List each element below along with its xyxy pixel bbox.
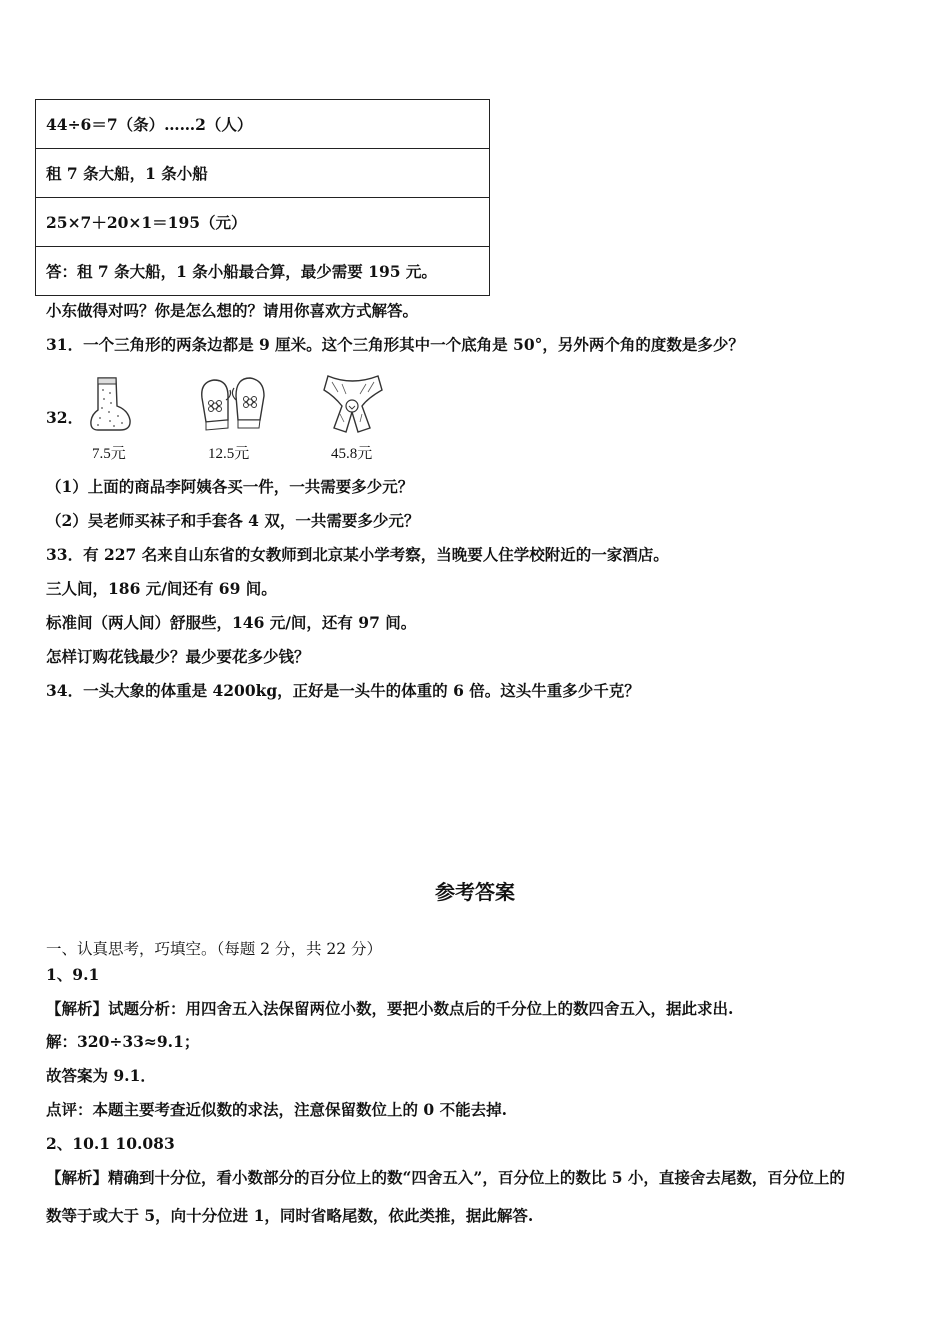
answer-2-analysis-continued: 数等于或大于 5，向十分位进 1，同时省略尾数，依此类推，据此解答. xyxy=(46,1206,534,1225)
answer-1-result: 故答案为 9.1． xyxy=(46,1066,156,1085)
sock-icon xyxy=(86,372,134,434)
answer-1-heading: 1、9.1 xyxy=(46,965,100,984)
question-33-line-2: 三人间，186 元/间还有 69 间。 xyxy=(46,579,277,598)
question-33-line-3: 标准间（两人间）舒服些，146 元/间，还有 97 间。 xyxy=(46,613,417,632)
question-32-part-1: （1）上面的商品李阿姨各买一件，一共需要多少元？ xyxy=(46,477,414,496)
question-30-prompt: 小东做得对吗？你是怎么想的？请用你喜欢方式解答。 xyxy=(46,301,419,320)
scarf-icon xyxy=(322,370,384,434)
question-31: 31．一个三角形的两条边都是 9 厘米。这个三角形其中一个底角是 50°，另外两个角的度数是多少？ xyxy=(46,335,744,354)
mitten-price: 12.5元 xyxy=(208,446,250,462)
answer-2-heading: 2、10.1 10.083 xyxy=(46,1134,175,1153)
question-33: 33．有 227 名来自山东省的女教师到北京某小学考察，当晚要人住学校附近的一家酒店。 xyxy=(46,545,669,564)
answer-1-analysis: 【解析】试题分析：用四舍五入法保留两位小数，要把小数点后的千分位上的数四舍五入，据此求出. xyxy=(46,999,734,1018)
table-row: 答：租 7 条大船，1 条小船最合算，最少需要 195 元。 xyxy=(36,247,490,296)
question-34: 34．一头大象的体重是 4200kg，正好是一头牛的体重的 6 倍。这头牛重多少千克？ xyxy=(46,681,640,700)
question-33-line-4: 怎样订购花钱最少？最少要花多少钱？ xyxy=(46,647,310,666)
scarf-price: 45.8元 xyxy=(331,446,373,462)
answer-key-title: 参考答案 xyxy=(435,880,515,904)
table-row: 25×7＋20×1＝195（元） xyxy=(36,198,490,247)
answer-section-heading: 一、认真思考，巧填空。（每题 2 分，共 22 分） xyxy=(46,940,383,958)
table-row: 44÷6＝7（条）……2（人） xyxy=(36,100,490,149)
sock-price: 7.5元 xyxy=(92,446,126,462)
question-32-part-2: （2）吴老师买袜子和手套各 4 双，一共需要多少元？ xyxy=(46,511,420,530)
answer-1-comment: 点评：本题主要考查近似数的求法，注意保留数位上的 0 不能去掉. xyxy=(46,1100,507,1119)
answer-2-analysis: 【解析】精确到十分位，看小数部分的百分位上的数“四舍五入”，百分位上的数比 5 小，直接舍去尾数，百分位上的 xyxy=(46,1168,845,1187)
question-32-number: 32． xyxy=(46,408,84,427)
table-row: 租 7 条大船，1 条小船 xyxy=(36,149,490,198)
answer-1-solution: 解：320÷33≈9.1； xyxy=(46,1032,200,1051)
worked-solution-table xyxy=(35,99,490,296)
mitten-icon xyxy=(196,372,270,434)
